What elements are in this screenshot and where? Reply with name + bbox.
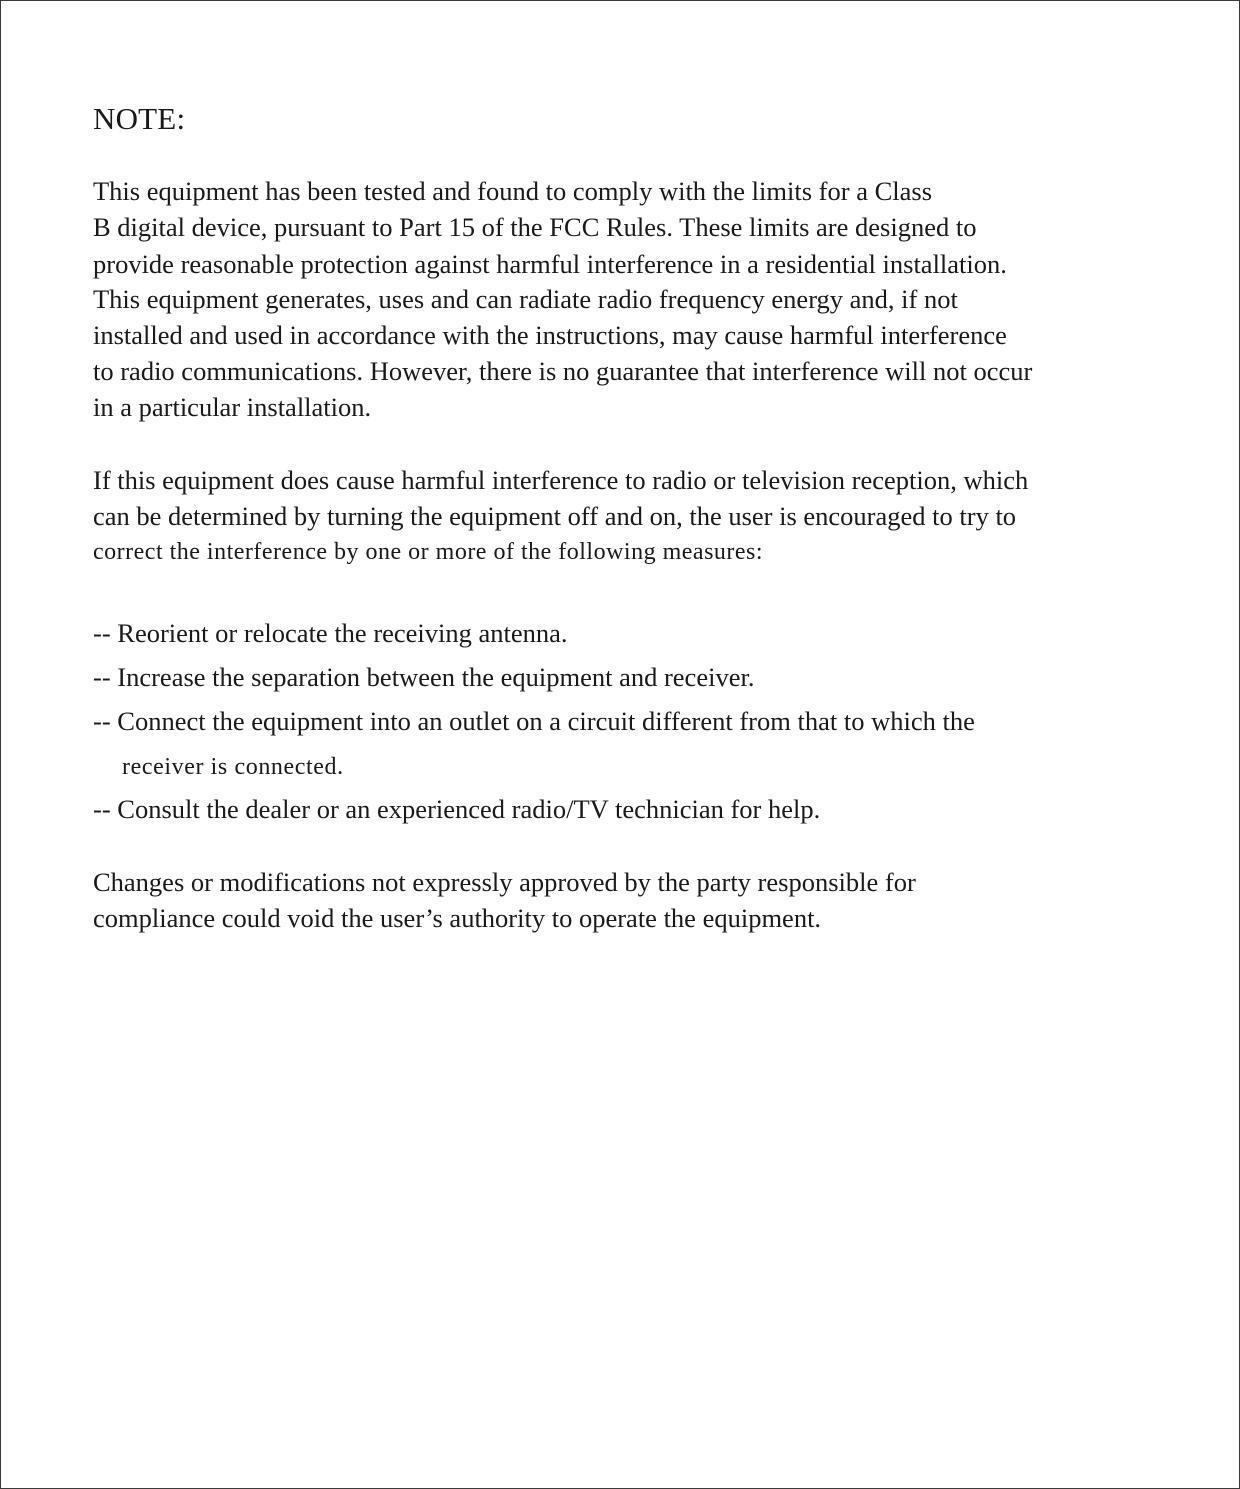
list-item-continuation: receiver is connected. bbox=[122, 754, 344, 780]
paragraph-line: installed and used in accordance with the instructions, may cause harmful interference bbox=[93, 320, 1007, 350]
paragraph-line: B digital device, pursuant to Part 15 of the FCC Rules. These limits are designed to bbox=[93, 212, 977, 242]
list-item: -- Consult the dealer or an experienced radio/TV technician for help. bbox=[93, 794, 821, 824]
paragraph-line: If this equipment does cause harmful interference to radio or television reception, which bbox=[93, 465, 1029, 495]
paragraph-line: Changes or modifications not expressly approved by the party responsible for bbox=[93, 867, 916, 897]
list-item: -- Increase the separation between the equipment and receiver. bbox=[93, 662, 755, 692]
list-item: -- Connect the equipment into an outlet on a circuit different from that to which the bbox=[93, 706, 975, 736]
note-heading: NOTE: bbox=[93, 101, 186, 136]
paragraph-line: can be determined by turning the equipment off and on, the user is encouraged to try to bbox=[93, 501, 1017, 531]
paragraph-line: to radio communications. However, there is no guarantee that interference will not occur bbox=[93, 356, 1033, 386]
paragraph-line: This equipment generates, uses and can radiate radio frequency energy and, if not bbox=[93, 284, 958, 314]
paragraph-line: This equipment has been tested and found to comply with the limits for a Class bbox=[93, 176, 933, 206]
paragraph-line: provide reasonable protection against harmful interference in a residential installation. bbox=[93, 249, 1007, 279]
list-item: -- Reorient or relocate the receiving antenna. bbox=[93, 618, 568, 648]
paragraph-line: correct the interference by one or more of the following measures: bbox=[93, 539, 764, 565]
paragraph-line: compliance could void the user’s authority to operate the equipment. bbox=[93, 903, 822, 933]
paragraph-line: in a particular installation. bbox=[93, 392, 372, 422]
